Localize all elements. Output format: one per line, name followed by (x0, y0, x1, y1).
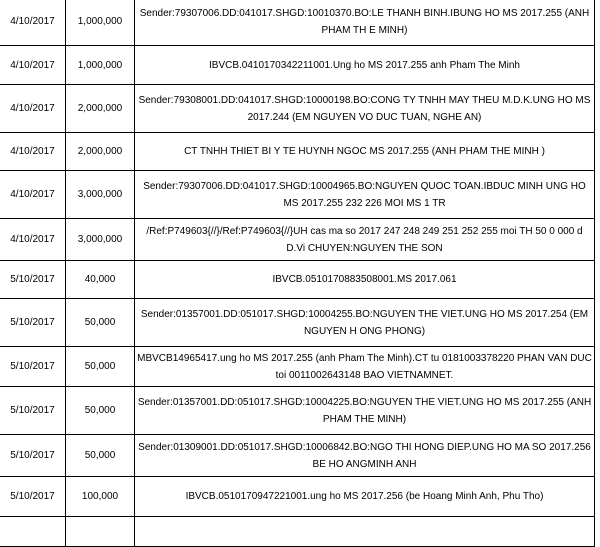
description-cell (135, 387, 595, 435)
date-cell: 5/10/2017 (0, 261, 66, 299)
table-row (0, 347, 595, 387)
date-cell (0, 517, 66, 547)
date-cell: 5/10/2017 (0, 299, 66, 347)
amount-cell: 1,000,000 (66, 0, 135, 46)
description-cell (135, 435, 595, 477)
amount-cell: 50,000 (66, 387, 135, 435)
description-cell (135, 261, 595, 299)
description-cell (135, 0, 595, 46)
amount-cell: 3,000,000 (66, 171, 135, 219)
description-cell (135, 299, 595, 347)
date-cell: 5/10/2017 (0, 477, 66, 517)
date-cell: 5/10/2017 (0, 435, 66, 477)
date-cell: 4/10/2017 (0, 46, 66, 85)
description-cell (135, 171, 595, 219)
table-row (0, 219, 595, 261)
table-row (0, 477, 595, 517)
amount-cell: 100,000 (66, 477, 135, 517)
amount-cell: 2,000,000 (66, 85, 135, 133)
description-cell (135, 219, 595, 261)
table-row (0, 0, 595, 46)
date-cell: 4/10/2017 (0, 85, 66, 133)
description-text: Sender:79307006.DD:041017.SHGD:10004965.BO:NGUYEN QUOC TOAN.IBDUC MINH UNG HO MS 2017.255 232 226 MOI MS 1 TR (143, 180, 586, 209)
description-cell (135, 347, 595, 387)
description-text: IBVCB.0410170342211001.Ung ho MS 2017.255 anh Pham The Minh (209, 59, 520, 71)
table-row (0, 435, 595, 477)
description-text: Sender:79308001.DD:041017.SHGD:10000198.BO:CONG TY TNHH MAY THEU M.D.K.UNG HO MS 2017.244 (EM NGUYEN VO DUC TUAN, NGHE AN) (138, 94, 591, 123)
date-cell: 5/10/2017 (0, 347, 66, 387)
table-row (0, 46, 595, 85)
table-row (0, 387, 595, 435)
description-text: IBVCB.0510170883508001.MS 2017.061 (272, 274, 457, 285)
description-text: Sender:01357001.DD:051017.SHGD:10004255.BO:NGUYEN THE VIET.UNG HO MS 2017.254 (EM NGUYEN H ONG PHONG) (140, 308, 589, 337)
table-row (0, 517, 595, 547)
table-row (0, 299, 595, 347)
amount-cell: 40,000 (66, 261, 135, 299)
date-cell: 4/10/2017 (0, 133, 66, 171)
amount-cell: 50,000 (66, 435, 135, 477)
description-text: CT TNHH THIET BI Y TE HUYNH NGOC MS 2017.255 (ANH PHAM THE MINH ) (184, 146, 545, 157)
amount-cell: 1,000,000 (66, 46, 135, 85)
description-cell (135, 517, 595, 547)
description-text: MBVCB14965417.ung ho MS 2017.255 (anh Pham The Minh).CT tu 0181003378220 PHAN VAN DUC toi 0011002643148 BAO VIETNAMNET. (137, 352, 592, 381)
description-cell (135, 133, 595, 171)
table-row (0, 85, 595, 133)
date-cell: 4/10/2017 (0, 171, 66, 219)
table-row (0, 261, 595, 299)
amount-cell (66, 517, 135, 547)
description-cell (135, 85, 595, 133)
table-row (0, 171, 595, 219)
amount-cell: 3,000,000 (66, 219, 135, 261)
description-text: Sender:01309001.DD:051017.SHGD:10006842.BO:NGO THI HONG DIEP.UNG HO MA SO 2017.256 BE HO ANGMINH ANH (138, 441, 591, 470)
amount-cell: 50,000 (66, 347, 135, 387)
description-text: IBVCB.0510170947221001.ung ho MS 2017.256 (be Hoang Minh Anh, Phu Tho) (185, 491, 544, 502)
amount-cell: 50,000 (66, 299, 135, 347)
description-text: Sender:79307006.DD:041017.SHGD:10010370.BO:LE THANH BINH.IBUNG HO MS 2017.255 (ANH PHAM TH E MINH) (139, 7, 590, 36)
description-text: Sender:01357001.DD:051017.SHGD:10004225.BO:NGUYEN THE VIET.UNG HO MS 2017.255 (ANH PHAM THE MINH) (137, 396, 592, 425)
date-cell: 4/10/2017 (0, 0, 66, 46)
amount-cell: 2,000,000 (66, 133, 135, 171)
description-cell (135, 46, 595, 85)
description-text: /Ref:P749603{//}/Ref:P749603{//}UH cas ma so 2017 247 248 249 251 252 255 moi TH 50 0 000 d D.Vi CHUYEN:NGUYEN THE SON (146, 225, 583, 254)
date-cell: 5/10/2017 (0, 387, 66, 435)
description-cell (135, 477, 595, 517)
date-cell: 4/10/2017 (0, 219, 66, 261)
table-row (0, 133, 595, 171)
